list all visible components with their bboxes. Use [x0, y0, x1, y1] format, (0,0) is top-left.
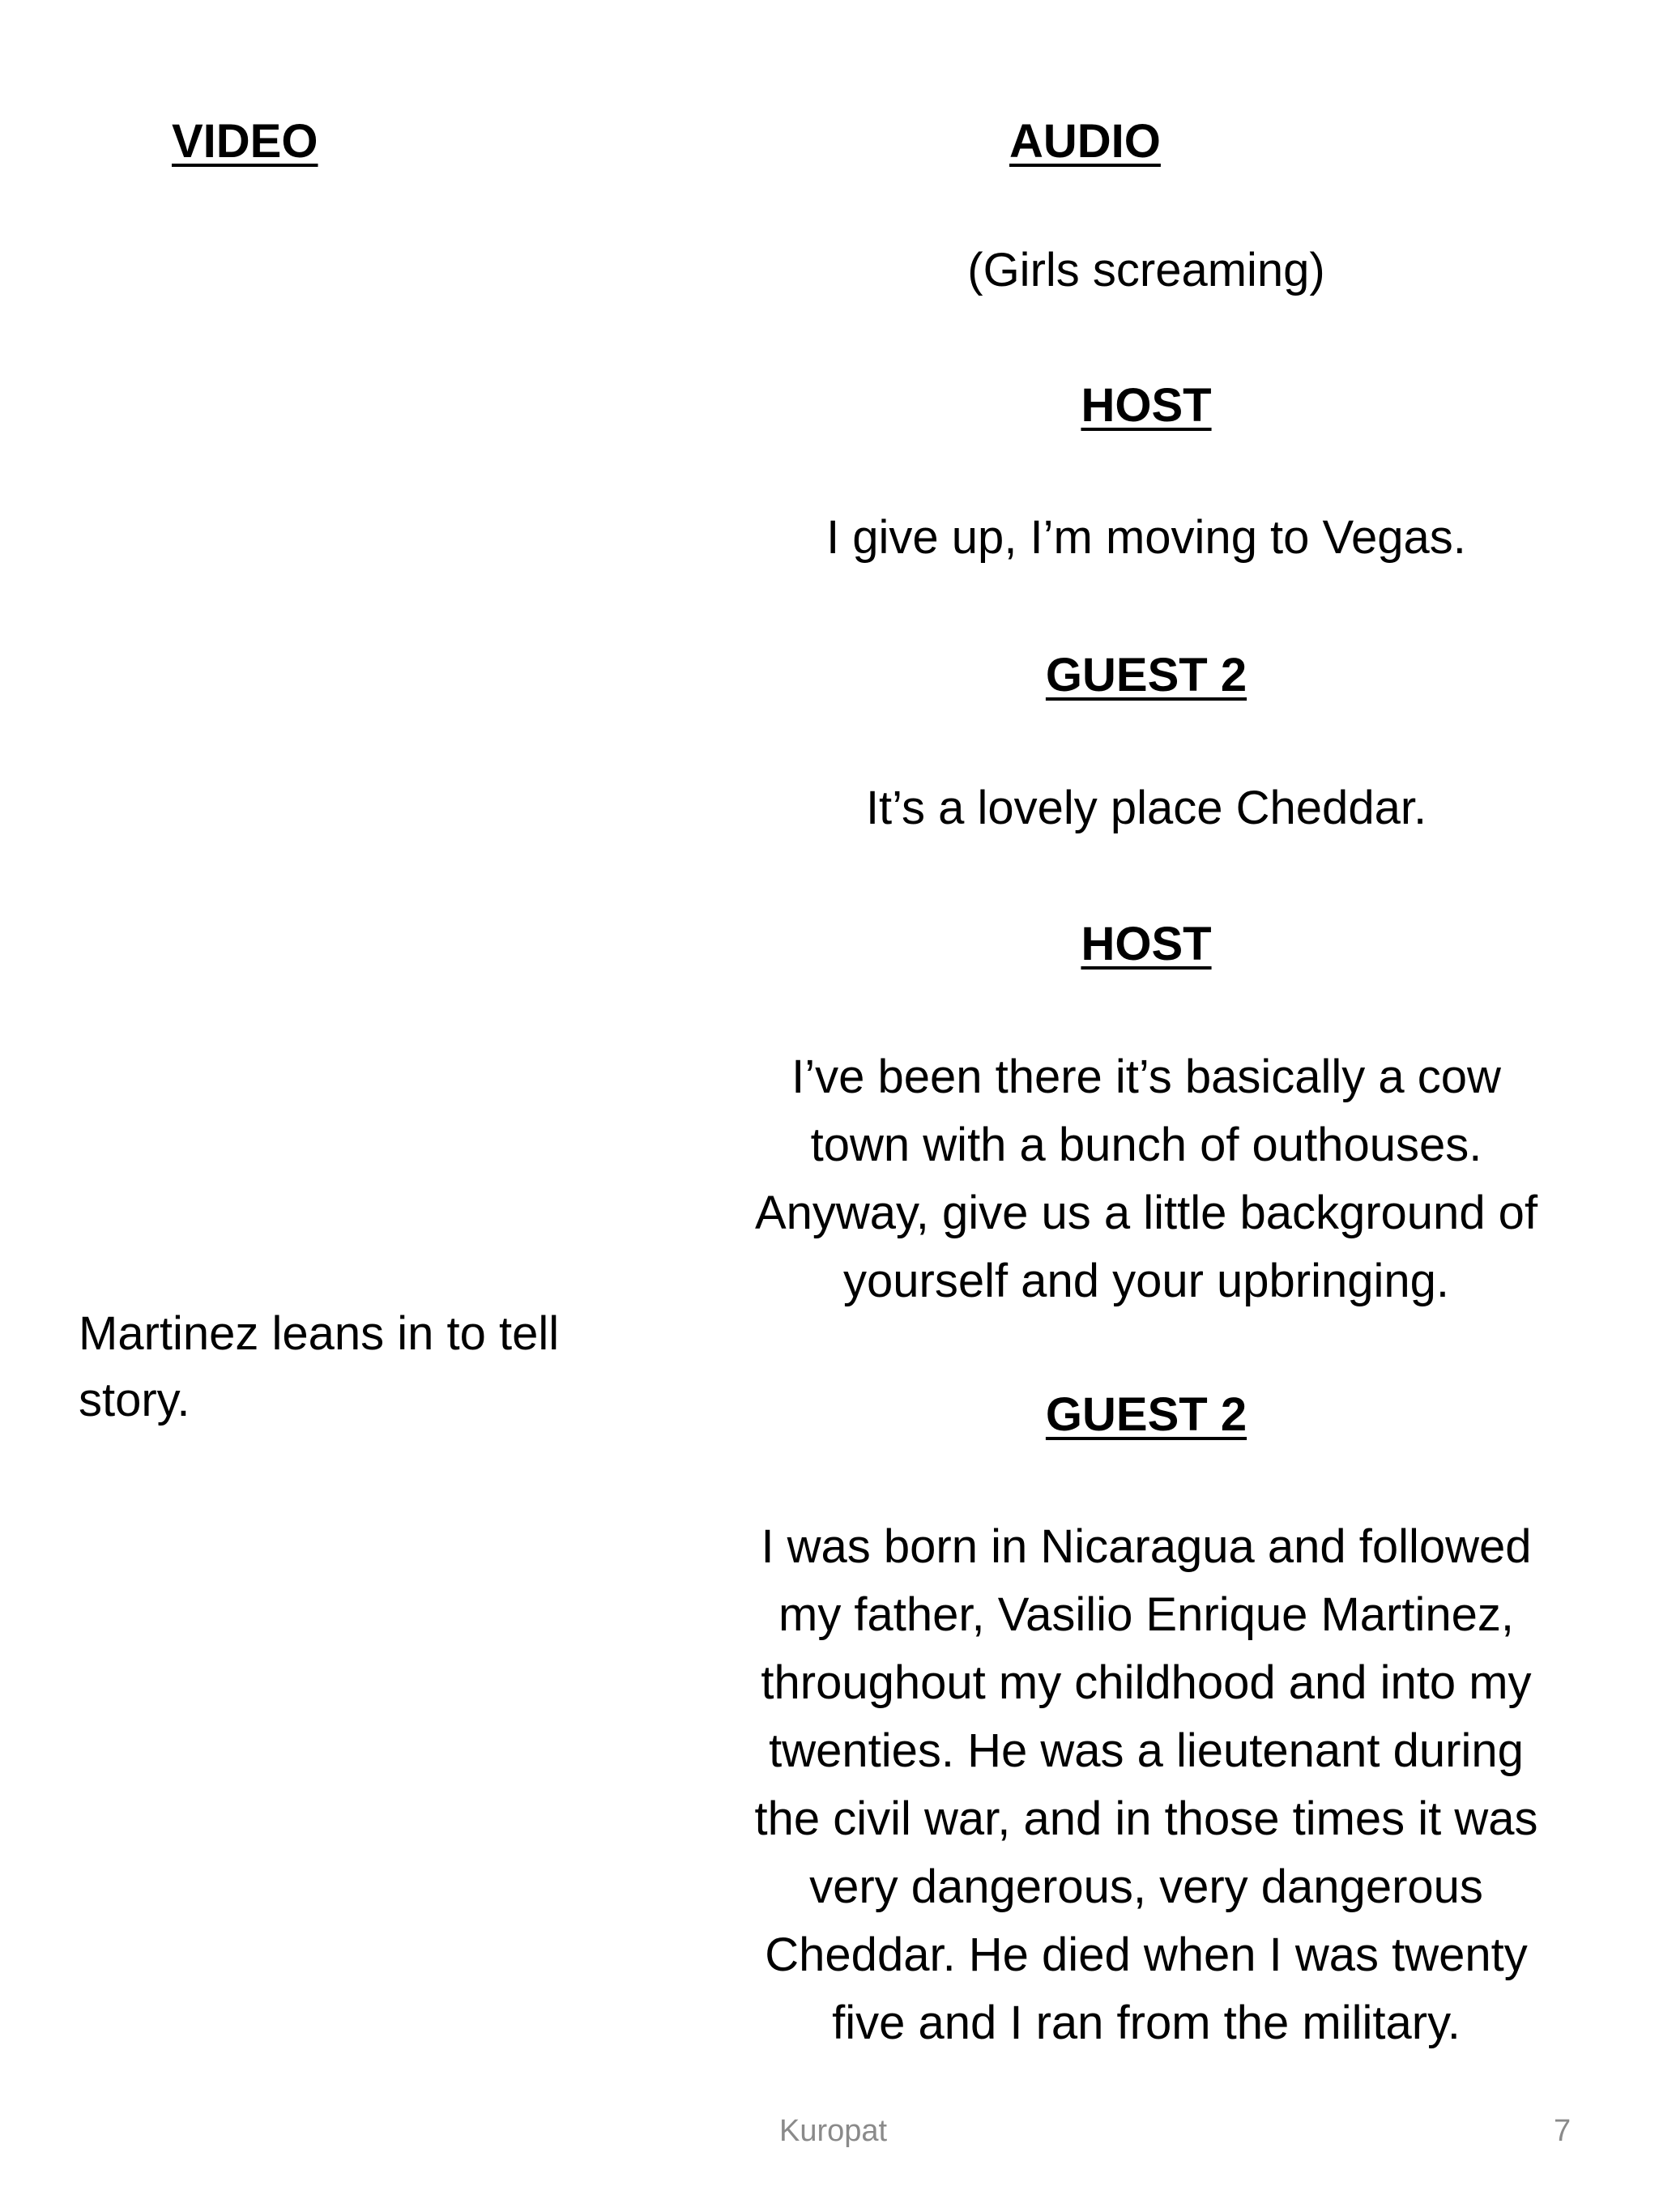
dialogue-block	[697, 1513, 1596, 2057]
dialogue-line: Cheddar. He died when I was twenty	[765, 1929, 1528, 1981]
video-column-heading: VIDEO	[172, 115, 318, 168]
page-number: 7	[1554, 2114, 1572, 2148]
dialogue-line: twenties. He was a lieutenant during	[769, 1724, 1524, 1777]
speaker-name: HOST	[1081, 379, 1212, 432]
dialogue-line: very dangerous, very dangerous	[809, 1860, 1483, 1913]
dialogue-line: the civil war, and in those times it was	[754, 1792, 1538, 1845]
footer-author: Kuropat	[779, 2114, 888, 2148]
sound-effect-text: (Girls screaming)	[967, 244, 1325, 296]
dialogue-block	[697, 774, 1596, 842]
dialogue-block	[697, 1043, 1596, 1315]
dialogue-line: five and I ran from the military.	[832, 1997, 1461, 2049]
dialogue-line: I give up, I’m moving to Vegas.	[826, 511, 1466, 564]
video-direction-note	[79, 1301, 662, 1434]
speaker-name: HOST	[1081, 918, 1212, 970]
dialogue-line: town with a bunch of outhouses.	[810, 1119, 1482, 1171]
sound-effect-cue	[697, 237, 1596, 305]
dialogue-line: throughout my childhood and into my	[761, 1656, 1532, 1709]
dialogue-line: I’ve been there it’s basically a cow	[791, 1051, 1501, 1103]
dialogue-block	[697, 504, 1596, 572]
speaker-name: GUEST 2	[1045, 1388, 1247, 1441]
audio-column-heading: AUDIO	[1009, 115, 1161, 168]
dialogue-line: yourself and your upbringing.	[842, 1255, 1450, 1307]
speaker-name: GUEST 2	[1045, 649, 1247, 701]
dialogue-line: Anyway, give us a little background of	[754, 1187, 1538, 1239]
video-note-line: Martinez leans in to tell	[79, 1307, 560, 1360]
video-note-line: story.	[79, 1374, 190, 1426]
dialogue-line: I was born in Nicaragua and followed	[761, 1520, 1532, 1573]
dialogue-line: my father, Vasilio Enrique Martinez,	[778, 1588, 1514, 1641]
dialogue-line: It’s a lovely place Cheddar.	[865, 782, 1427, 834]
